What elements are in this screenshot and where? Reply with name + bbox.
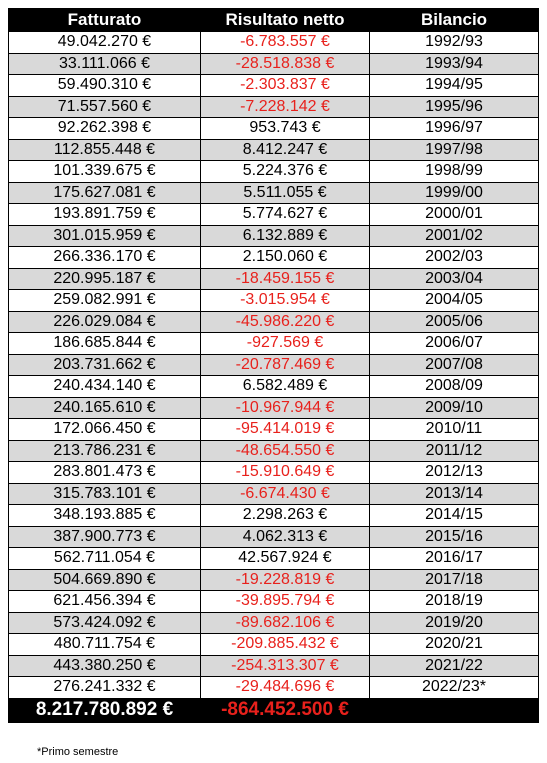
cell-bilancio: 2013/14 bbox=[370, 483, 539, 505]
header-risultato-netto: Risultato netto bbox=[201, 9, 370, 32]
cell-bilancio: 2004/05 bbox=[370, 290, 539, 312]
cell-risultato-netto: 6.582.489 € bbox=[201, 376, 370, 398]
cell-bilancio: 2017/18 bbox=[370, 569, 539, 591]
cell-risultato-netto: -2.303.837 € bbox=[201, 75, 370, 97]
cell-bilancio: 2020/21 bbox=[370, 634, 539, 656]
financial-table-container bbox=[8, 8, 538, 723]
cell-bilancio: 2005/06 bbox=[370, 311, 539, 333]
cell-risultato-netto: -20.787.469 € bbox=[201, 354, 370, 376]
table-row bbox=[9, 462, 539, 484]
cell-bilancio: 2008/09 bbox=[370, 376, 539, 398]
table-row bbox=[9, 548, 539, 570]
cell-fatturato: 504.669.890 € bbox=[9, 569, 201, 591]
table-row bbox=[9, 397, 539, 419]
cell-fatturato: 172.066.450 € bbox=[9, 419, 201, 441]
cell-risultato-netto: 2.298.263 € bbox=[201, 505, 370, 527]
cell-fatturato: 213.786.231 € bbox=[9, 440, 201, 462]
cell-risultato-netto: -10.967.944 € bbox=[201, 397, 370, 419]
cell-risultato-netto: -6.674.430 € bbox=[201, 483, 370, 505]
header-fatturato: Fatturato bbox=[9, 9, 201, 32]
table-row bbox=[9, 569, 539, 591]
table-row bbox=[9, 505, 539, 527]
cell-risultato-netto: 2.150.060 € bbox=[201, 247, 370, 269]
cell-fatturato: 259.082.991 € bbox=[9, 290, 201, 312]
cell-risultato-netto: -28.518.838 € bbox=[201, 53, 370, 75]
cell-bilancio: 2002/03 bbox=[370, 247, 539, 269]
total-fatturato: 8.217.780.892 € bbox=[9, 698, 201, 722]
financial-table bbox=[8, 8, 539, 723]
cell-bilancio: 1995/96 bbox=[370, 96, 539, 118]
table-row bbox=[9, 268, 539, 290]
cell-bilancio: 1998/99 bbox=[370, 161, 539, 183]
cell-risultato-netto: 5.224.376 € bbox=[201, 161, 370, 183]
cell-bilancio: 2014/15 bbox=[370, 505, 539, 527]
cell-fatturato: 387.900.773 € bbox=[9, 526, 201, 548]
cell-fatturato: 71.557.560 € bbox=[9, 96, 201, 118]
cell-bilancio: 1993/94 bbox=[370, 53, 539, 75]
cell-fatturato: 240.434.140 € bbox=[9, 376, 201, 398]
cell-fatturato: 315.783.101 € bbox=[9, 483, 201, 505]
table-row bbox=[9, 96, 539, 118]
cell-fatturato: 301.015.959 € bbox=[9, 225, 201, 247]
cell-bilancio: 2015/16 bbox=[370, 526, 539, 548]
cell-bilancio: 1999/00 bbox=[370, 182, 539, 204]
table-row bbox=[9, 655, 539, 677]
cell-risultato-netto: 5.511.055 € bbox=[201, 182, 370, 204]
cell-risultato-netto: 4.062.313 € bbox=[201, 526, 370, 548]
cell-bilancio: 2018/19 bbox=[370, 591, 539, 613]
cell-fatturato: 59.490.310 € bbox=[9, 75, 201, 97]
cell-bilancio: 2001/02 bbox=[370, 225, 539, 247]
cell-fatturato: 193.891.759 € bbox=[9, 204, 201, 226]
cell-risultato-netto: -18.459.155 € bbox=[201, 268, 370, 290]
cell-risultato-netto: 5.774.627 € bbox=[201, 204, 370, 226]
cell-bilancio: 2010/11 bbox=[370, 419, 539, 441]
cell-fatturato: 112.855.448 € bbox=[9, 139, 201, 161]
cell-bilancio: 1996/97 bbox=[370, 118, 539, 140]
cell-bilancio: 2016/17 bbox=[370, 548, 539, 570]
cell-risultato-netto: -19.228.819 € bbox=[201, 569, 370, 591]
cell-fatturato: 266.336.170 € bbox=[9, 247, 201, 269]
table-header bbox=[9, 9, 539, 32]
table-row bbox=[9, 376, 539, 398]
cell-bilancio: 2007/08 bbox=[370, 354, 539, 376]
table-row bbox=[9, 333, 539, 355]
cell-fatturato: 92.262.398 € bbox=[9, 118, 201, 140]
table-body bbox=[9, 32, 539, 699]
cell-risultato-netto: 8.412.247 € bbox=[201, 139, 370, 161]
table-row bbox=[9, 612, 539, 634]
table-row bbox=[9, 354, 539, 376]
cell-bilancio: 2011/12 bbox=[370, 440, 539, 462]
table-row bbox=[9, 634, 539, 656]
cell-fatturato: 573.424.092 € bbox=[9, 612, 201, 634]
cell-risultato-netto: 953.743 € bbox=[201, 118, 370, 140]
cell-risultato-netto: -209.885.432 € bbox=[201, 634, 370, 656]
cell-bilancio: 2021/22 bbox=[370, 655, 539, 677]
cell-fatturato: 348.193.885 € bbox=[9, 505, 201, 527]
cell-fatturato: 101.339.675 € bbox=[9, 161, 201, 183]
table-row bbox=[9, 53, 539, 75]
table-row bbox=[9, 225, 539, 247]
table-row bbox=[9, 591, 539, 613]
footnote: *Primo semestre bbox=[37, 746, 119, 758]
cell-fatturato: 226.029.084 € bbox=[9, 311, 201, 333]
cell-bilancio: 2003/04 bbox=[370, 268, 539, 290]
cell-bilancio: 2006/07 bbox=[370, 333, 539, 355]
cell-risultato-netto: -927.569 € bbox=[201, 333, 370, 355]
cell-bilancio: 2019/20 bbox=[370, 612, 539, 634]
table-row bbox=[9, 118, 539, 140]
cell-bilancio: 2022/23* bbox=[370, 677, 539, 699]
cell-bilancio: 1992/93 bbox=[370, 32, 539, 54]
header-bilancio: Bilancio bbox=[370, 9, 539, 32]
total-risultato-netto: -864.452.500 € bbox=[201, 698, 370, 722]
cell-risultato-netto: -48.654.550 € bbox=[201, 440, 370, 462]
cell-risultato-netto: -6.783.557 € bbox=[201, 32, 370, 54]
table-row bbox=[9, 419, 539, 441]
cell-risultato-netto: 42.567.924 € bbox=[201, 548, 370, 570]
cell-risultato-netto: -7.228.142 € bbox=[201, 96, 370, 118]
header-row bbox=[9, 9, 539, 32]
cell-risultato-netto: -29.484.696 € bbox=[201, 677, 370, 699]
cell-fatturato: 49.042.270 € bbox=[9, 32, 201, 54]
cell-fatturato: 240.165.610 € bbox=[9, 397, 201, 419]
table-row bbox=[9, 311, 539, 333]
cell-fatturato: 33.111.066 € bbox=[9, 53, 201, 75]
cell-risultato-netto: -15.910.649 € bbox=[201, 462, 370, 484]
cell-fatturato: 276.241.332 € bbox=[9, 677, 201, 699]
table-row bbox=[9, 483, 539, 505]
table-row bbox=[9, 290, 539, 312]
table-row bbox=[9, 161, 539, 183]
cell-risultato-netto: -45.986.220 € bbox=[201, 311, 370, 333]
cell-fatturato: 283.801.473 € bbox=[9, 462, 201, 484]
table-row bbox=[9, 677, 539, 699]
cell-fatturato: 203.731.662 € bbox=[9, 354, 201, 376]
cell-bilancio: 2000/01 bbox=[370, 204, 539, 226]
table-row bbox=[9, 440, 539, 462]
cell-fatturato: 186.685.844 € bbox=[9, 333, 201, 355]
cell-bilancio: 1997/98 bbox=[370, 139, 539, 161]
table-row bbox=[9, 247, 539, 269]
cell-fatturato: 220.995.187 € bbox=[9, 268, 201, 290]
cell-risultato-netto: 6.132.889 € bbox=[201, 225, 370, 247]
cell-bilancio: 2012/13 bbox=[370, 462, 539, 484]
cell-risultato-netto: -3.015.954 € bbox=[201, 290, 370, 312]
table-footer bbox=[9, 698, 539, 722]
cell-bilancio: 1994/95 bbox=[370, 75, 539, 97]
table-row bbox=[9, 204, 539, 226]
table-row bbox=[9, 139, 539, 161]
total-bilancio bbox=[370, 698, 539, 722]
cell-fatturato: 443.380.250 € bbox=[9, 655, 201, 677]
cell-bilancio: 2009/10 bbox=[370, 397, 539, 419]
cell-risultato-netto: -254.313.307 € bbox=[201, 655, 370, 677]
totals-row bbox=[9, 698, 539, 722]
table-row bbox=[9, 526, 539, 548]
cell-risultato-netto: -39.895.794 € bbox=[201, 591, 370, 613]
cell-fatturato: 175.627.081 € bbox=[9, 182, 201, 204]
cell-fatturato: 621.456.394 € bbox=[9, 591, 201, 613]
cell-fatturato: 562.711.054 € bbox=[9, 548, 201, 570]
table-row bbox=[9, 182, 539, 204]
table-row bbox=[9, 32, 539, 54]
cell-risultato-netto: -89.682.106 € bbox=[201, 612, 370, 634]
cell-risultato-netto: -95.414.019 € bbox=[201, 419, 370, 441]
cell-fatturato: 480.711.754 € bbox=[9, 634, 201, 656]
table-row bbox=[9, 75, 539, 97]
